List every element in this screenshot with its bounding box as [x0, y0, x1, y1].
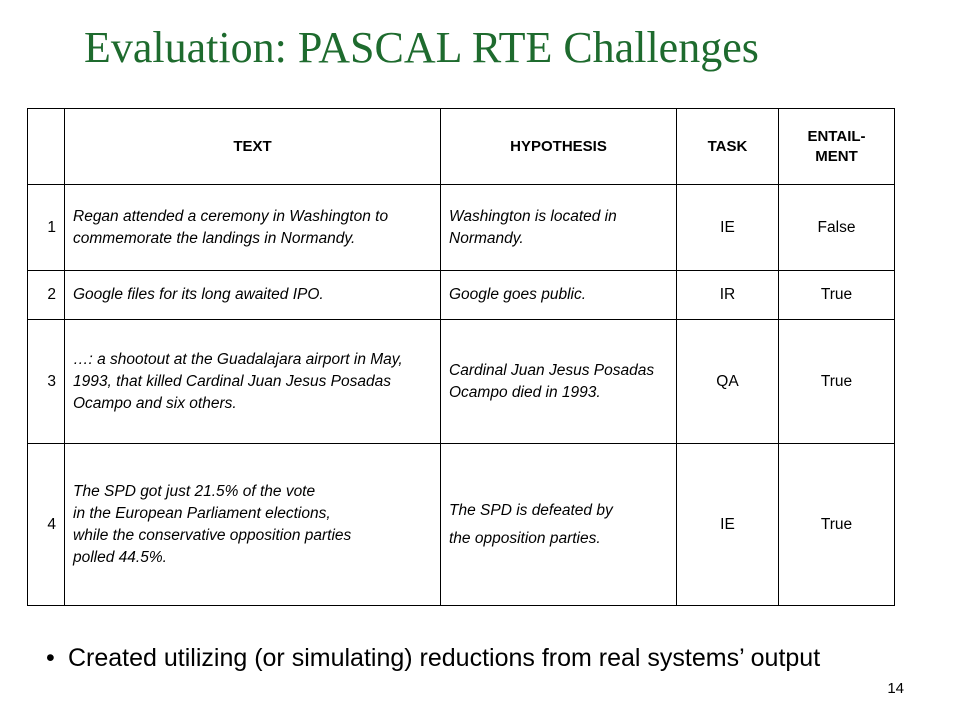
slide-title: Evaluation: PASCAL RTE Challenges	[84, 23, 759, 72]
table-row	[28, 185, 895, 271]
row-number: 1	[28, 185, 65, 271]
bullet-text: Created utilizing (or simulating) reductions from real systems’ output	[68, 644, 821, 672]
row-hypothesis: Washington is located in Normandy.	[441, 185, 677, 271]
row-text: …: a shootout at the Guadalajara airport in May, 1993, that killed Cardinal Juan Jesus Posadas Ocampo and six others.	[65, 320, 441, 444]
table-row	[28, 320, 895, 444]
row-task: IE	[677, 185, 779, 271]
table-row	[28, 271, 895, 320]
row-text: The SPD got just 21.5% of the vote in the European Parliament elections, while the conservative opposition parties polled 44.5%.	[65, 444, 441, 606]
header-entailment: ENTAIL- MENT	[779, 109, 895, 185]
row-text: Regan attended a ceremony in Washington to commemorate the landings in Normandy.	[65, 185, 441, 271]
table-header-row	[28, 109, 895, 185]
row-entailment: True	[779, 444, 895, 606]
header-text: TEXT	[65, 109, 441, 185]
rte-examples-table	[27, 108, 895, 606]
row-hypothesis: Google goes public.	[441, 271, 677, 320]
row-hypothesis: Cardinal Juan Jesus Posadas Ocampo died in 1993.	[441, 320, 677, 444]
bullet-icon: •	[46, 644, 55, 672]
row-entailment: True	[779, 320, 895, 444]
row-entailment: True	[779, 271, 895, 320]
row-number: 2	[28, 271, 65, 320]
bullet-point	[46, 644, 820, 673]
row-task: IE	[677, 444, 779, 606]
row-entailment: False	[779, 185, 895, 271]
header-hypothesis: HYPOTHESIS	[441, 109, 677, 185]
row-number: 4	[28, 444, 65, 606]
row-number: 3	[28, 320, 65, 444]
row-hypothesis: The SPD is defeated by the opposition parties.	[441, 444, 677, 606]
header-number	[28, 109, 65, 185]
table-row	[28, 444, 895, 606]
row-text: Google files for its long awaited IPO.	[65, 271, 441, 320]
page-number: 14	[887, 680, 904, 697]
row-task: IR	[677, 271, 779, 320]
header-task: TASK	[677, 109, 779, 185]
row-task: QA	[677, 320, 779, 444]
